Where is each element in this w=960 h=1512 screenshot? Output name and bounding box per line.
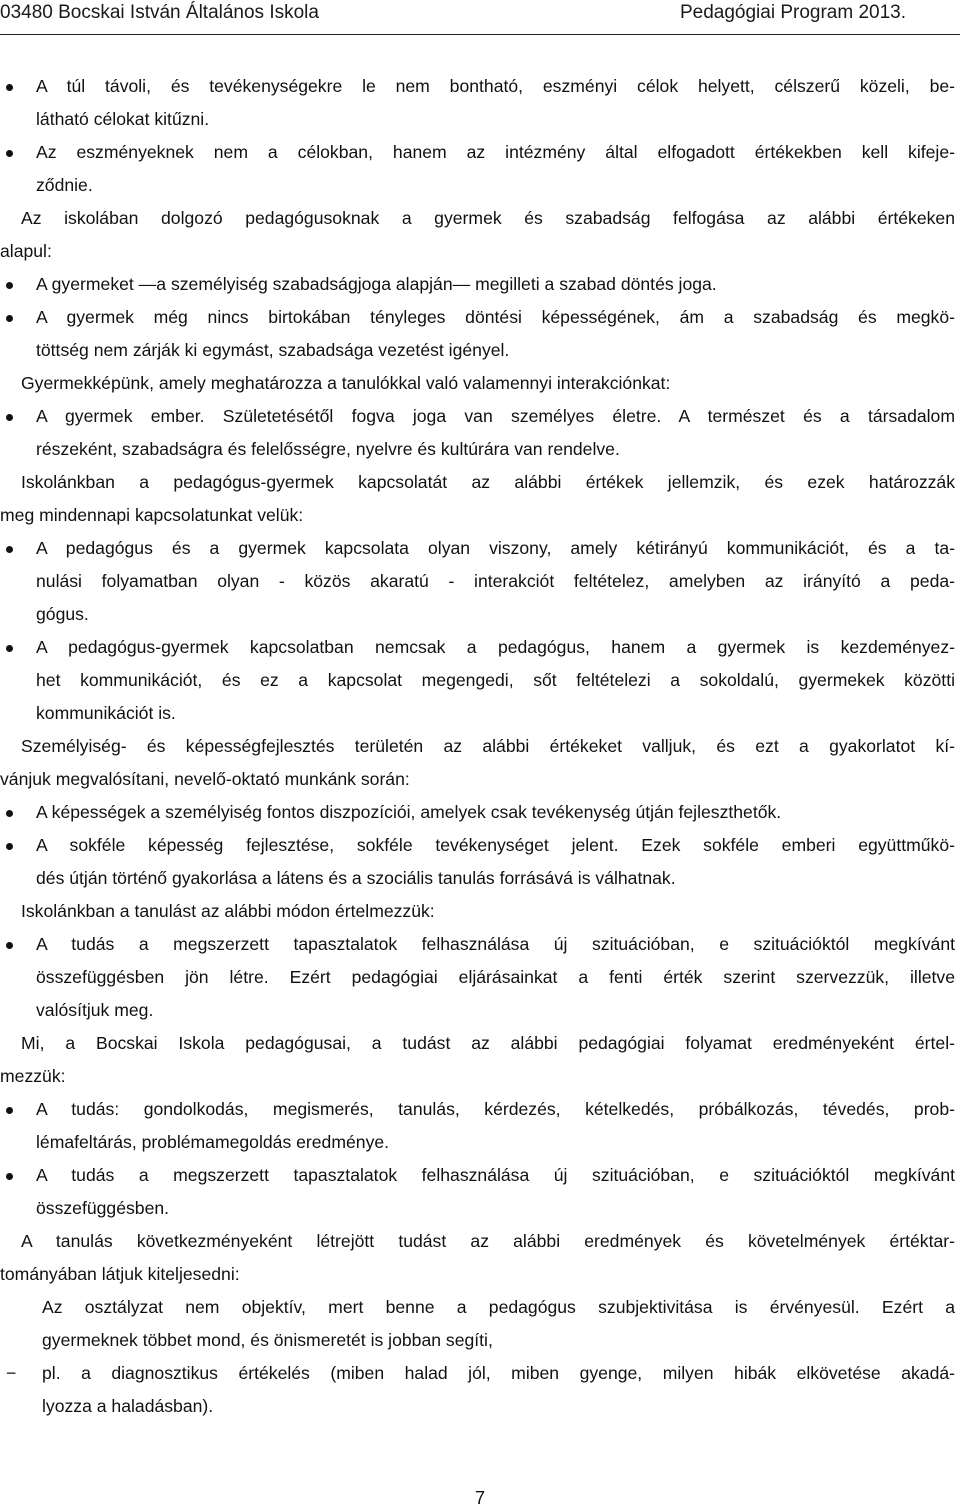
text-line: nulási folyamatban olyan - közös akaratú - interakciót feltételez, amelyben az irányító a peda- bbox=[36, 571, 955, 591]
bullet-item bbox=[0, 268, 955, 301]
text-line: alapul: bbox=[0, 241, 52, 261]
bullet-icon bbox=[6, 546, 13, 553]
text-line: A pedagógus és a gyermek kapcsolata olyan viszony, amely kétirányú kommunikációt, és a ta- bbox=[36, 538, 955, 558]
bullet-icon bbox=[6, 84, 13, 91]
text-line: Az osztályzat nem objektív, mert benne a pedagógus szubjektivitása is érvényesül. Ezért a bbox=[42, 1297, 955, 1317]
text-line: A tudás a megszerzett tapasztalatok felhasználása új szituációban, e szituációktól megkívánt bbox=[36, 934, 955, 954]
text-line: összefüggésben jön létre. Ezért pedagógiai eljárásainkat a fenti érték szerint szervezzük, illetve bbox=[36, 967, 955, 987]
text-line: A pedagógus-gyermek kapcsolatban nemcsak a pedagógus, hanem a gyermek is kezdeményez- bbox=[36, 637, 955, 657]
text-line: látható célokat kitűzni. bbox=[36, 109, 210, 129]
text-line: meg mindennapi kapcsolatunkat velük: bbox=[0, 505, 304, 525]
bullet-item bbox=[0, 928, 955, 1027]
bullet-icon bbox=[6, 150, 13, 157]
bullet-icon bbox=[6, 645, 13, 652]
text-line: A túl távoli, és tevékenységekre le nem bontható, eszményi célok helyett, célszerű közeli, be- bbox=[36, 76, 955, 96]
bullet-icon bbox=[6, 1107, 13, 1114]
paragraph bbox=[0, 367, 955, 400]
text-line: tományában látjuk kiteljesedni: bbox=[0, 1264, 240, 1284]
text-line: ződnie. bbox=[36, 175, 93, 195]
dash-icon: − bbox=[6, 1363, 17, 1383]
bullet-icon bbox=[6, 1173, 13, 1180]
text-line: valósítjuk meg. bbox=[36, 1000, 154, 1020]
page-header bbox=[0, 0, 960, 35]
text-line: A gyermek még nincs birtokában tényleges döntési képességének, ám a szabadság és megkö- bbox=[36, 307, 955, 327]
text-line: részeként, szabadságra és felelősségre, nyelvre és kultúrára van rendelve. bbox=[36, 439, 620, 459]
bullet-icon bbox=[6, 315, 13, 322]
school-name: 03480 Bocskai István Általános Iskola bbox=[0, 2, 319, 23]
text-line: A tudás: gondolkodás, megismerés, tanulás, kérdezés, kételkedés, próbálkozás, tévedés, prob- bbox=[36, 1099, 955, 1119]
text-line: pl. a diagnosztikus értékelés (miben halad jól, miben gyenge, milyen hibák elkövetése akadá- bbox=[42, 1363, 955, 1383]
text-line: lémafeltárás, problémamegoldás eredménye. bbox=[36, 1132, 390, 1152]
bullet-item bbox=[0, 631, 955, 730]
text-line: Iskolánkban a pedagógus-gyermek kapcsolatát az alábbi értékek jellemzik, és ezek határozzák bbox=[21, 472, 955, 492]
bullet-item bbox=[0, 1159, 955, 1225]
text-line: dés útján történő gyakorlása a látens és a szociális tanulás forrásává is válhatnak. bbox=[36, 868, 676, 888]
bullet-item bbox=[0, 400, 955, 466]
bullet-item bbox=[0, 1093, 955, 1159]
text-line: A gyermeket —a személyiség szabadságjoga alapján— megilleti a szabad döntés joga. bbox=[36, 274, 717, 294]
paragraph bbox=[0, 202, 955, 268]
bullet-icon bbox=[6, 843, 13, 850]
text-line: A sokféle képesség fejlesztése, sokféle tevékenységet jelent. Ezek sokféle emberi együttműkö- bbox=[36, 835, 955, 855]
paragraph bbox=[0, 466, 955, 532]
text-line: Személyiség- és képességfejlesztés területén az alábbi értékeket valljuk, és ezt a gyakorlatot kí- bbox=[21, 736, 955, 756]
text-line: összefüggésben. bbox=[36, 1198, 170, 1218]
paragraph bbox=[0, 1225, 955, 1291]
page-number: 7 bbox=[474, 1488, 485, 1508]
text-line: vánjuk megvalósítani, nevelő-oktató munkánk során: bbox=[0, 769, 410, 789]
text-line: mezzük: bbox=[0, 1066, 66, 1086]
text-line: kommunikációt is. bbox=[36, 703, 176, 723]
program-title: Pedagógiai Program 2013. bbox=[679, 2, 906, 23]
text-line: gógus. bbox=[36, 604, 89, 624]
text-line: A gyermek ember. Születetésétől fogva joga van személyes életre. A természet és a társadalom bbox=[36, 406, 955, 426]
bullet-icon bbox=[6, 810, 13, 817]
bullet-item bbox=[0, 532, 955, 631]
paragraph bbox=[0, 730, 955, 796]
text-line: töttség nem zárják ki egymást, szabadsága vezetést igényel. bbox=[36, 340, 510, 360]
text-line: A képességek a személyiség fontos diszpozíciói, amelyek csak tevékenység útján fejleszthetők. bbox=[36, 802, 782, 822]
text-line: Az eszményeknek nem a célokban, hanem az intézmény által elfogadott értékekben kell kifeje- bbox=[36, 142, 955, 162]
text-line: Mi, a Bocskai Iskola pedagógusai, a tudást az alábbi pedagógiai folyamat eredményeként értel- bbox=[21, 1033, 955, 1053]
paragraph bbox=[0, 1027, 955, 1093]
text-line: Iskolánkban a tanulást az alábbi módon értelmezzük: bbox=[21, 901, 435, 921]
bullet-icon bbox=[6, 414, 13, 421]
text-line: het kommunikációt, és ez a kapcsolat megengedi, sőt feltételezi a sokoldalú, gyermekek közötti bbox=[36, 670, 955, 690]
text-line: A tanulás következményeként létrejött tudást az alábbi eredmények és követelmények értéktar- bbox=[21, 1231, 955, 1251]
bullet-item bbox=[0, 70, 955, 136]
bullet-icon bbox=[6, 942, 13, 949]
text-line: A tudás a megszerzett tapasztalatok felhasználása új szituációban, e szituációktól megkívánt bbox=[36, 1165, 955, 1185]
dash-item bbox=[0, 1357, 955, 1423]
bullet-icon bbox=[6, 282, 13, 289]
bullet-item bbox=[0, 136, 955, 202]
document-body bbox=[0, 70, 955, 1423]
bullet-item bbox=[0, 796, 955, 829]
indented-paragraph bbox=[0, 1291, 955, 1357]
paragraph bbox=[0, 895, 955, 928]
bullet-item bbox=[0, 301, 955, 367]
text-line: lyozza a haladásban). bbox=[42, 1396, 214, 1416]
text-line: Gyermekképünk, amely meghatározza a tanulókkal való valamennyi interakciónkat: bbox=[21, 373, 671, 393]
text-line: Az iskolában dolgozó pedagógusoknak a gyermek és szabadság felfogása az alábbi értékeken bbox=[21, 208, 955, 228]
text-line: gyermeknek többet mond, és önismeretét is jobban segíti, bbox=[42, 1330, 493, 1350]
bullet-item bbox=[0, 829, 955, 895]
